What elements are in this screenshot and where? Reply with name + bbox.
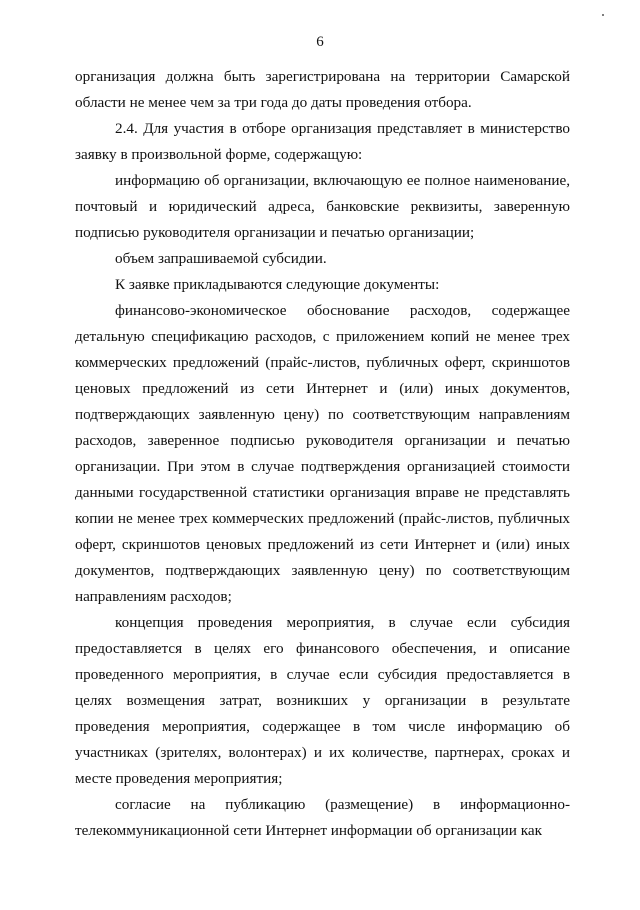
- paragraph-subsidy-amount: объем запрашиваемой субсидии.: [115, 250, 327, 267]
- paragraph-2-4: 2.4. Для участия в отборе организация представляет в министерство заявку в произвольной форме, содержащую:: [75, 120, 570, 163]
- paragraph-organization-info: информацию об организации, включающую ее полное наименование, почтовый и юридический адреса, банковские реквизиты, заверенную подписью руководителя организации и печатью организации;: [75, 172, 570, 241]
- page-number: 6: [316, 34, 324, 50]
- paragraph-publication-consent: согласие на публикацию (размещение) в информационно-телекоммуникационной сети Интернет информации об организации как: [75, 796, 570, 839]
- paragraph-event-concept: концепция проведения мероприятия, в случае если субсидия предоставляется в целях его финансового обеспечения, и описание проведенного мероприятия, в случае если субсидия предоставляется в целях возмещения затрат, возникших у организации в результате проведения мероприятия, содержащее в том числе информацию об участниках (зрителях, волонтерах) и их количестве, партнерах, сроках и месте проведения мероприятия;: [75, 614, 570, 787]
- page-body: [75, 64, 570, 844]
- scan-speck: [602, 14, 604, 16]
- paragraph-attached-documents: К заявке прикладываются следующие документы:: [115, 276, 440, 293]
- paragraph-continuation: организация должна быть зарегистрирована на территории Самарской области не менее чем за три года до даты проведения отбора.: [75, 68, 570, 111]
- paragraph-financial-justification: финансово-экономическое обоснование расходов, содержащее детальную спецификацию расходов, с приложением копий не менее трех коммерческих предложений (прайс-листов, публичных оферт, скриншотов ценовых предложений из сети Интернет и (или) иных документов, подтверждающих заявленную цену) по соответствующим направлениям расходов, заверенное подписью руководителя организации и печатью организации. При этом в случае подтверждения организацией стоимости данными государственной статистики организация вправе не представлять копии не менее трех коммерческих предложений (прайс-листов, публичных оферт, скриншотов ценовых предложений из сети Интернет и (или) иных документов, подтверждающих заявленную цену) по соответствующим направлениям расходов;: [75, 302, 570, 605]
